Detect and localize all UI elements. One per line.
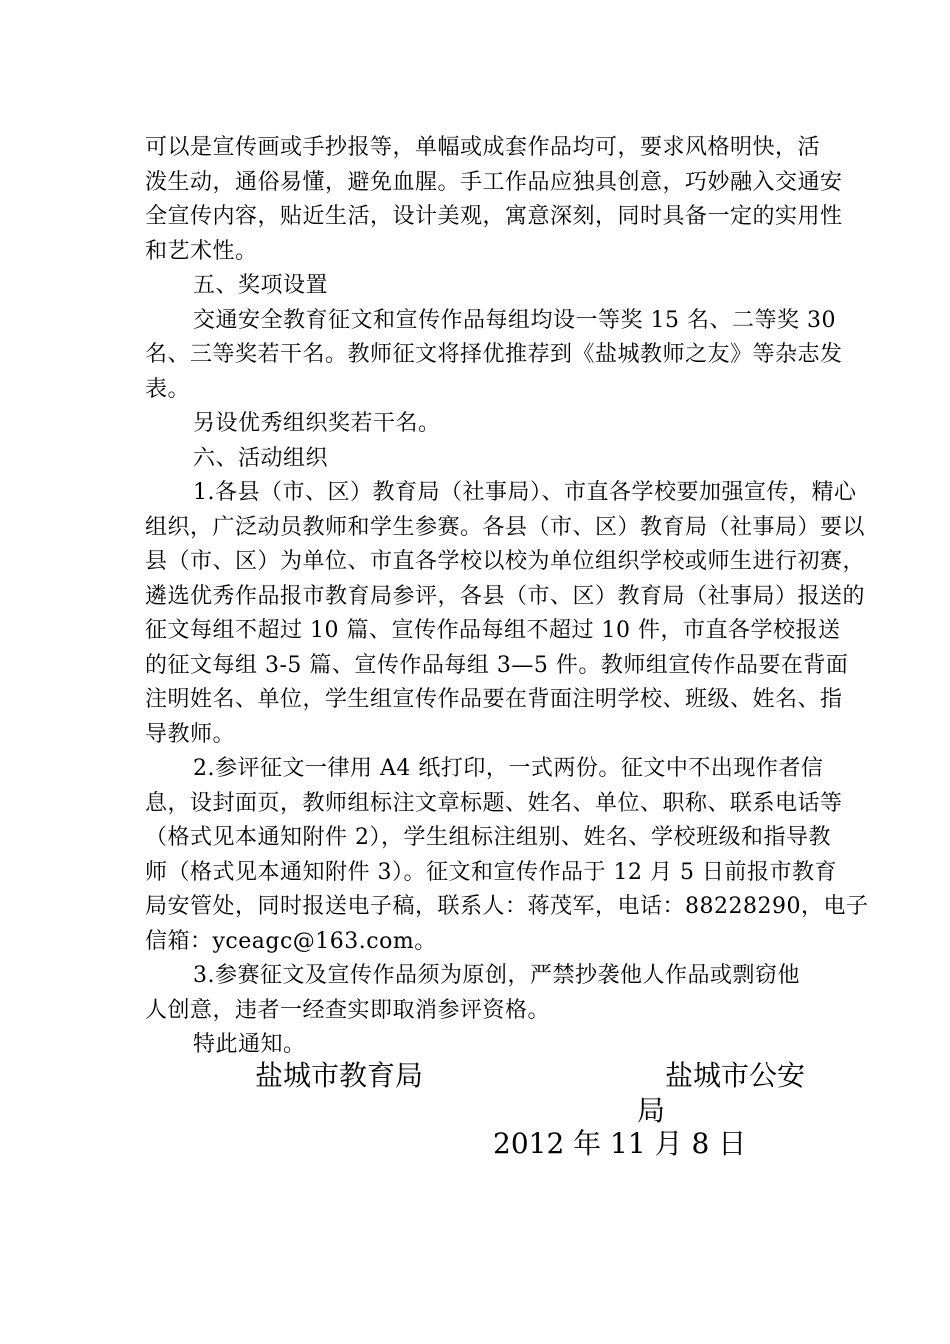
body-line-2: 泼生动，通俗易懂，避免血腥。手工作品应独具创意，巧妙融入交通安 — [145, 170, 843, 195]
body-line-16: 的征文每组 3-5 篇、宣传作品每组 3—5 件。教师组宣传作品要在背面 — [145, 653, 849, 678]
body-line-17: 注明姓名、单位，学生组宣传作品要在背面注明学校、班级、姓名、指 — [145, 687, 843, 712]
body-line-8: 表。 — [145, 377, 191, 402]
body-line-23: 局安管处，同时报送电子稿，联系人：蒋茂军，电话：88228290，电子 — [145, 894, 869, 919]
signature-police-bureau-line1: 盐城市公安 — [665, 1059, 806, 1092]
body-line-22: 师（格式见本通知附件 3）。征文和宣传作品于 12 月 5 日前报市教育 — [145, 860, 837, 885]
body-line-14: 遴选优秀作品报市教育局参评，各县（市、区）教育局（社事局）报送的 — [145, 584, 866, 609]
body-line-19: 2.参评征文一律用 A4 纸打印，一式两份。征文中不出现作者信 — [193, 756, 824, 781]
body-line-6: 交通安全教育征文和宣传作品每组均设一等奖 15 名、二等奖 30 — [193, 308, 836, 333]
body-line-7: 名、三等奖若干名。教师征文将择优推荐到《盐城教师之友》等杂志发 — [145, 342, 843, 367]
body-line-11: 1.各县（市、区）教育局（社事局）、市直各学校要加强宣传，精心 — [193, 480, 857, 505]
body-line-1: 可以是宣传画或手抄报等，单幅或成套作品均可，要求风格明快，活 — [145, 135, 821, 160]
body-line-15: 征文每组不超过 10 篇、宣传作品每组不超过 10 件，市直各学校报送 — [145, 618, 841, 643]
body-line-3: 全宣传内容，贴近生活，设计美观，寓意深刻，同时具备一定的实用性 — [145, 204, 843, 229]
body-line-25: 3.参赛征文及宣传作品须为原创，严禁抄袭他人作品或剽窃他 — [193, 963, 800, 988]
signature-education-bureau: 盐城市教育局 — [255, 1059, 424, 1092]
signature-date: 2012 年 11 月 8 日 — [493, 1127, 747, 1160]
body-line-18: 导教师。 — [145, 722, 236, 747]
body-line-13: 县（市、区）为单位、市直各学校以校为单位组织学校或师生进行初赛， — [145, 549, 866, 574]
section-heading-awards: 五、奖项设置 — [193, 273, 329, 298]
section-heading-organization: 六、活动组织 — [193, 446, 329, 471]
body-line-21: （格式见本通知附件 2），学生组标注组别、姓名、学校班级和指导教 — [145, 825, 831, 850]
body-line-26: 人创意，违者一经查实即取消参评资格。 — [145, 998, 551, 1023]
signature-police-bureau-line2: 局 — [637, 1094, 666, 1127]
body-line-9: 另设优秀组织奖若干名。 — [193, 411, 441, 436]
closing-line: 特此通知。 — [193, 1032, 306, 1057]
body-line-20: 息，设封面页，教师组标注文章标题、姓名、单位、职称、联系电话等 — [145, 791, 843, 816]
body-line-24: 信箱：yceagc@163.com。 — [145, 929, 437, 954]
body-line-4: 和艺术性。 — [145, 239, 258, 264]
body-line-12: 组织，广泛动员教师和学生参赛。各县（市、区）教育局（社事局）要以 — [145, 515, 866, 540]
